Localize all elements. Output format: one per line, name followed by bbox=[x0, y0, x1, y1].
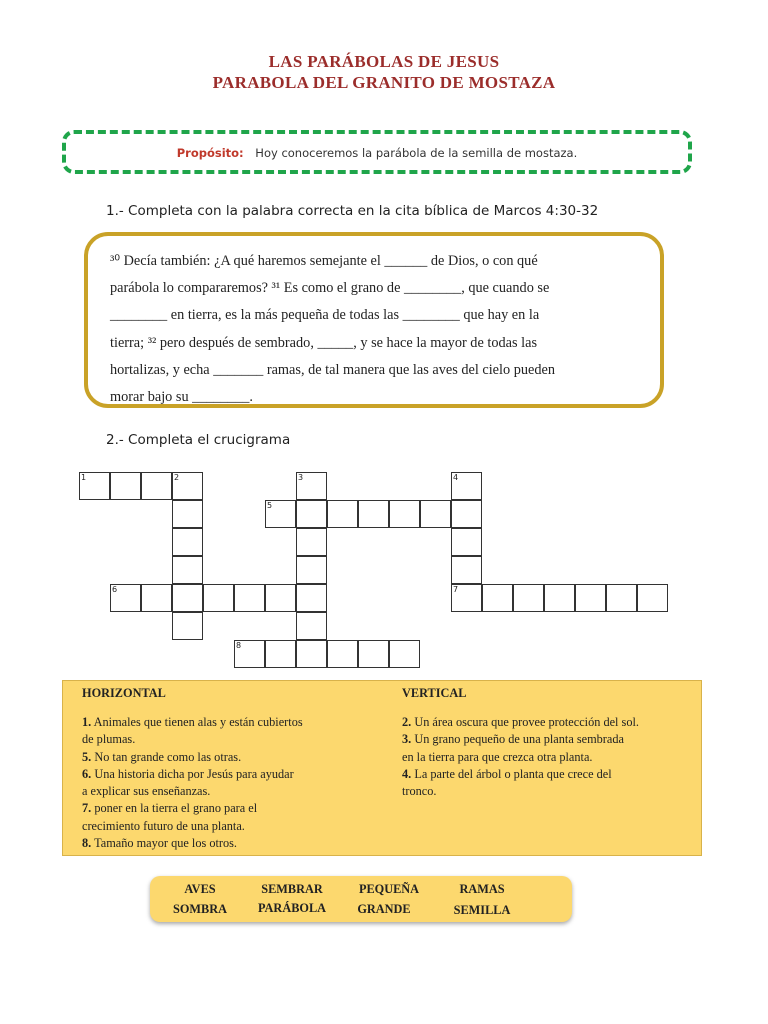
section2-title: 2.- Completa el crucigrama bbox=[106, 432, 291, 448]
crossword-cell[interactable] bbox=[110, 584, 141, 612]
clue-line: 3. Un grano pequeño de una planta sembrada bbox=[402, 732, 624, 747]
worksheet-subtitle: PARABOLA DEL GRANITO DE MOSTAZA bbox=[212, 73, 556, 92]
crossword-cell[interactable] bbox=[389, 500, 420, 528]
crossword-cell[interactable] bbox=[296, 528, 327, 556]
purpose-label: Propósito: bbox=[176, 146, 244, 160]
crossword-cell[interactable] bbox=[172, 500, 203, 528]
clue-line: 4. La parte del árbol o planta que crece del bbox=[402, 766, 612, 781]
crossword-cell[interactable] bbox=[234, 584, 265, 612]
word-bank-item: RAMAS bbox=[459, 882, 505, 896]
crossword-cell[interactable] bbox=[451, 556, 482, 584]
crossword-cell[interactable] bbox=[172, 584, 203, 612]
clue-line: tronco. bbox=[402, 784, 437, 799]
clue-line: en la tierra para que crezca otra planta. bbox=[402, 749, 593, 764]
clue-line: 1. Animales que tienen alas y están cubiertos bbox=[82, 715, 303, 729]
bible-line: parábola lo compararemos? ³¹ Es como el grano de ________, que cuando se bbox=[110, 280, 550, 297]
clue-line: de plumas. bbox=[82, 732, 136, 747]
word-bank-item: PARÁBOLA bbox=[257, 901, 327, 915]
vertical-clues-title: VERTICAL bbox=[402, 686, 467, 700]
crossword-cell[interactable] bbox=[389, 640, 420, 668]
clue-line: crecimiento futuro de una planta. bbox=[82, 818, 245, 833]
word-bank bbox=[150, 876, 572, 922]
horizontal-clue-list bbox=[82, 714, 354, 852]
crossword-clue-number: 7 bbox=[453, 585, 459, 594]
crossword-cell[interactable] bbox=[296, 472, 327, 500]
crossword-cell[interactable] bbox=[451, 528, 482, 556]
crossword-cell[interactable] bbox=[358, 640, 389, 668]
bible-line: hortalizas, y echa _______ ramas, de tal manera que las aves del cielo pueden bbox=[110, 361, 556, 378]
crossword-clue-number: 2 bbox=[174, 473, 180, 482]
crossword-cell[interactable] bbox=[172, 612, 203, 640]
crossword-cell[interactable] bbox=[544, 584, 575, 612]
word-bank-item: PEQUEÑA bbox=[358, 882, 420, 896]
word-bank-item: SEMBRAR bbox=[261, 882, 323, 896]
crossword-cell[interactable] bbox=[79, 472, 110, 500]
clue-line: 5. No tan grande como las otras. bbox=[82, 749, 242, 764]
crossword-cell[interactable] bbox=[296, 640, 327, 668]
word-bank-item: GRANDE bbox=[357, 902, 411, 916]
crossword-cell[interactable] bbox=[637, 584, 668, 612]
crossword-clue-number: 8 bbox=[236, 641, 242, 650]
crossword-cell[interactable] bbox=[234, 640, 265, 668]
purpose-text: Hoy conoceremos la parábola de la semilla de mostaza. bbox=[255, 146, 578, 160]
crossword-clue-number: 3 bbox=[298, 473, 304, 482]
crossword-cell[interactable] bbox=[203, 584, 234, 612]
crossword-clue-number: 5 bbox=[267, 501, 273, 510]
crossword-cell[interactable] bbox=[420, 500, 451, 528]
crossword-cell[interactable] bbox=[296, 612, 327, 640]
word-bank-item: AVES bbox=[184, 882, 216, 896]
crossword-cell[interactable] bbox=[296, 556, 327, 584]
crossword-clue-number: 6 bbox=[112, 585, 118, 594]
crossword-cell[interactable] bbox=[451, 500, 482, 528]
crossword-cell[interactable] bbox=[172, 556, 203, 584]
bible-line: ________ en tierra, es la más pequeña de todas las ________ que hay en la bbox=[110, 307, 540, 324]
purpose-box bbox=[62, 130, 692, 174]
word-bank-item: SOMBRA bbox=[173, 902, 227, 916]
clues-box bbox=[62, 680, 702, 856]
section1-title: 1.- Completa con la palabra correcta en la cita bíblica de Marcos 4:30-32 bbox=[106, 203, 599, 219]
crossword-cell[interactable] bbox=[451, 584, 482, 612]
crossword-clue-number: 4 bbox=[453, 473, 459, 482]
crossword-cell[interactable] bbox=[141, 584, 172, 612]
crossword-cell[interactable] bbox=[265, 584, 296, 612]
purpose-text-row bbox=[66, 146, 688, 160]
clue-line: 2. Un área oscura que provee protección del sol. bbox=[402, 715, 639, 729]
clue-line: 8. Tamaño mayor que los otros. bbox=[82, 836, 238, 851]
bible-line: ³⁰ Decía también: ¿A qué haremos semejante el ______ de Dios, o con qué bbox=[110, 253, 538, 269]
crossword-cell[interactable] bbox=[482, 584, 513, 612]
crossword-cell[interactable] bbox=[296, 584, 327, 612]
crossword-cell[interactable] bbox=[451, 472, 482, 500]
crossword-cell[interactable] bbox=[327, 640, 358, 668]
bible-line: tierra; ³² pero después de sembrado, _____, y se hace la mayor de todas las bbox=[110, 334, 538, 351]
clue-line: 7. poner en la tierra el grano para el bbox=[82, 801, 258, 816]
crossword-cell[interactable] bbox=[110, 472, 141, 500]
horizontal-clues-title: HORIZONTAL bbox=[82, 686, 166, 700]
crossword-cell[interactable] bbox=[265, 500, 296, 528]
crossword-cell[interactable] bbox=[296, 500, 327, 528]
crossword-cell[interactable] bbox=[172, 472, 203, 500]
crossword-clue-number: 1 bbox=[81, 473, 87, 482]
crossword-cell[interactable] bbox=[265, 640, 296, 668]
bible-passage bbox=[110, 248, 636, 411]
crossword-cell[interactable] bbox=[172, 528, 203, 556]
bible-line: morar bajo su ________. bbox=[110, 389, 253, 406]
word-bank-item: SEMILLA bbox=[453, 903, 511, 917]
bible-passage-box bbox=[84, 232, 664, 408]
clue-line: a explicar sus enseñanzas. bbox=[82, 784, 211, 799]
crossword-cell[interactable] bbox=[327, 500, 358, 528]
crossword-cell[interactable] bbox=[606, 584, 637, 612]
clue-line: 6. Una historia dicha por Jesús para ayudar bbox=[82, 766, 294, 781]
crossword-cell[interactable] bbox=[358, 500, 389, 528]
crossword-cell[interactable] bbox=[575, 584, 606, 612]
vertical-clue-list bbox=[402, 714, 692, 800]
worksheet-title: LAS PARÁBOLAS DE JESUS bbox=[268, 52, 500, 71]
crossword-cell[interactable] bbox=[513, 584, 544, 612]
crossword-cell[interactable] bbox=[141, 472, 172, 500]
